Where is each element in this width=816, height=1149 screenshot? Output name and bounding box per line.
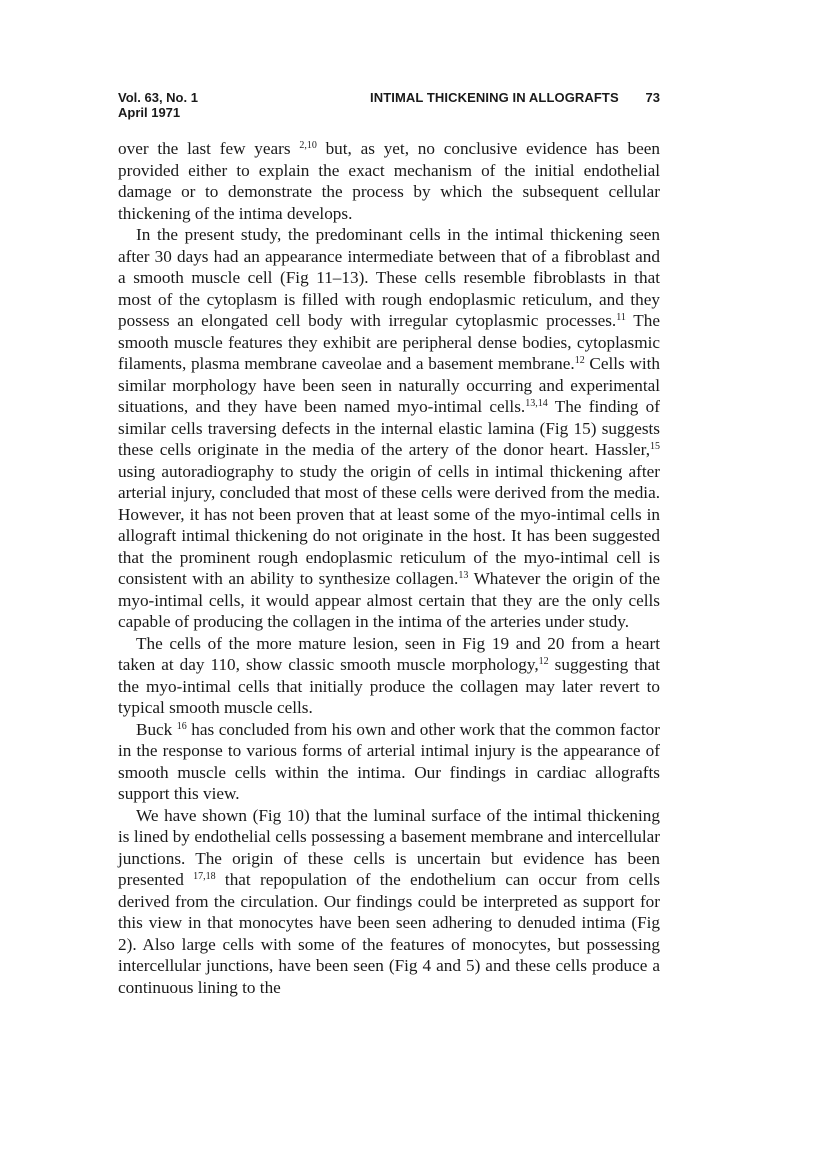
text-run: but, as yet, no conclusive evidence has been provided either to explain the exact mechanism of the initial endothelial damage or to demonstrate the process by which the subsequent cellular thickening of the intima develops.	[118, 139, 660, 223]
citation-superscript: 11	[616, 312, 626, 323]
text-run: The smooth muscle features they exhibit are peripheral dense bodies, cytoplasmic filaments, plasma membrane caveolae and a basement membrane.	[118, 311, 660, 373]
citation-superscript: 16	[176, 720, 187, 732]
paragraph	[118, 719, 660, 805]
citation-superscript: 13	[458, 570, 469, 581]
paragraph	[118, 224, 660, 633]
article-body	[118, 138, 660, 998]
citation-superscript: 2,10	[299, 140, 317, 151]
issue-date: April 1971	[118, 105, 181, 120]
page-number: 73	[645, 90, 660, 105]
paragraph	[118, 805, 660, 999]
text-run: Cells with similar morphology have been seen in naturally occurring and experimental situations, and they have been named myo-intimal cells.	[118, 354, 661, 416]
citation-superscript: 13,14	[525, 398, 548, 409]
text-run: The cells of the more mature lesion, seen in Fig 19 and 20 from a heart taken at day 110, show classic smooth muscle morphology,	[118, 633, 660, 674]
volume-number: Vol. 63, No. 1	[118, 90, 198, 105]
text-run: using autoradiography to study the origin of cells in intimal thickening after arterial injury, concluded that most of these cells were derived from the media. However, it has not been proven that at least some of the myo-intimal cells in allograft intimal thickening do not originate in the host. It has been suggested that the prominent rough endoplasmic reticulum of the myo-intimal cell is consistent with an ability to synthesize collagen.	[118, 461, 660, 588]
text-run: that repopulation of the endothelium can occur from cells derived from the circulation. Our findings could be interpreted as support for this view in that monocytes have been seen adhering to denuded intima (Fig 2). Also large cells with some of the features of monocytes, but possessing intercellular junctions, have been seen (Fig 4 and 5) and these cells produce a continuous lining to the	[118, 870, 660, 997]
text-run: In the present study, the predominant cells in the intimal thickening seen after 30 days had an appearance intermediate between that of a fibroblast and a smooth muscle cell (Fig 11–13). These cells resemble fibroblasts in that most of the cytoplasm is filled with rough endoplasmic reticulum, and they possess an elongated cell body with irregular cytoplasmic processes.	[118, 225, 660, 330]
citation-superscript: 12	[538, 656, 549, 667]
text-run: has concluded from his own and other work that the common factor in the response to various forms of arterial intimal injury is the appearance of smooth muscle cells within the intima. Our findings in cardiac allografts support this view.	[118, 719, 660, 803]
text-run: The finding of similar cells traversing defects in the internal elastic lamina (Fig 15) suggests these cells originate in the media of the artery of the donor heart. Hassler,	[118, 397, 660, 459]
citation-superscript: 12	[574, 355, 585, 366]
text-run: We have shown (Fig 10) that the luminal surface of the intimal thickening is lined by endothelial cells possessing a basement membrane and intercellular junctions. The origin of these cells is uncertain but evidence has been presented	[118, 805, 660, 889]
paragraph	[118, 633, 660, 719]
paragraph	[118, 138, 660, 224]
text-run: over the last few years	[118, 139, 300, 158]
running-title: INTIMAL THICKENING IN ALLOGRAFTS	[370, 90, 619, 105]
text-run: Whatever the origin of the myo-intimal cells, it would appear almost certain that they are the only cells capable of producing the collagen in the intima of the arteries under study.	[118, 569, 660, 631]
text-run: suggesting that the myo-intimal cells that initially produce the collagen may later revert to typical smooth muscle cells.	[118, 655, 660, 717]
journal-issue-info	[118, 90, 198, 120]
citation-superscript: 15	[650, 441, 660, 452]
citation-superscript: 17,18	[193, 871, 216, 882]
text-run: Buck	[136, 719, 177, 739]
